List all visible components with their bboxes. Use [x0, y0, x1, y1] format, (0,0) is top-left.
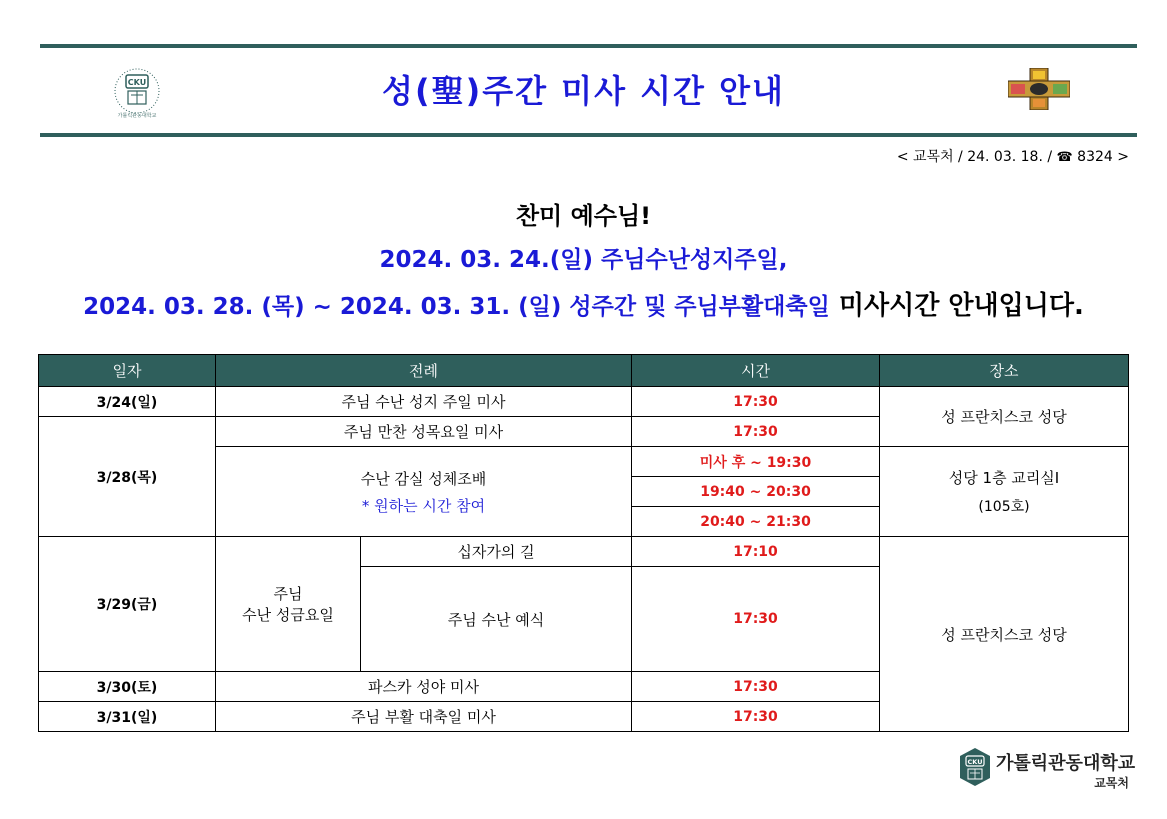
mass-schedule-table	[38, 354, 1129, 732]
svg-text:CKU: CKU	[127, 78, 147, 87]
time-cell: 미사 후 ~ 19:30	[632, 447, 880, 477]
intro-range-line	[0, 285, 1167, 322]
document-meta	[897, 146, 1129, 166]
liturgy-note: * 원하는 시간 참여	[361, 496, 486, 515]
time-cell: 17:30	[632, 387, 880, 417]
date-cell: 3/24(일)	[39, 387, 216, 417]
svg-text:가톨릭관동대학교: 가톨릭관동대학교	[117, 113, 157, 119]
time-cell: 17:30	[632, 672, 880, 702]
intro-date-line: 2024. 03. 24.(일) 주님수난성지주일,	[379, 247, 788, 273]
place-cell: 성 프란치스코 성당	[880, 537, 1129, 732]
liturgy-group-cell	[216, 537, 361, 672]
time-cell: 19:40 ~ 20:30	[632, 477, 880, 507]
header-date: 일자	[39, 355, 216, 387]
place-room: (105호)	[978, 499, 1030, 515]
date-cell: 3/29(금)	[39, 537, 216, 672]
date-cell: 3/28(목)	[39, 417, 216, 537]
liturgy-cell: 주님 수난 성지 주일 미사	[216, 387, 632, 417]
date-cell: 3/31(일)	[39, 702, 216, 732]
cross-illustration-icon	[1008, 68, 1070, 110]
table-row	[39, 387, 1129, 417]
header-liturgy: 전례	[216, 355, 632, 387]
place-cell	[880, 447, 1129, 537]
group-line-2: 수난 성금요일	[242, 606, 334, 624]
header-time: 시간	[632, 355, 880, 387]
liturgy-cell	[216, 447, 632, 537]
intro-range-blue: 2024. 03. 28. (목) ~ 2024. 03. 31. (일) 성주간 및 주님부활대축일	[83, 294, 830, 320]
bottom-rule	[40, 133, 1137, 137]
time-cell: 17:30	[632, 567, 880, 672]
greeting: 찬미 예수님!	[515, 202, 652, 230]
footer-university-name: 가톨릭관동대학교	[996, 753, 1136, 774]
page-title: 성(聖)주간 미사 시간 안내	[382, 72, 785, 110]
date-cell: 3/30(토)	[39, 672, 216, 702]
telephone-icon: ☎	[1056, 150, 1073, 165]
time-cell: 17:30	[632, 702, 880, 732]
header-place: 장소	[880, 355, 1129, 387]
top-rule	[40, 44, 1137, 48]
place-cell: 성 프란치스코 성당	[880, 387, 1129, 447]
intro-range-black: 미사시간 안내입니다.	[829, 291, 1084, 321]
liturgy-title: 수난 감실 성체조배	[360, 469, 487, 488]
table-row	[39, 537, 1129, 567]
liturgy-cell: 주님 만찬 성목요일 미사	[216, 417, 632, 447]
meta-prefix: < 교목처 / 24. 03. 18. /	[896, 149, 1057, 165]
footer-department: 교목처	[1094, 776, 1129, 790]
liturgy-cell: 주님 부활 대축일 미사	[216, 702, 632, 732]
place-name: 성당 1층 교리실Ⅰ	[948, 469, 1060, 487]
meta-suffix: 8324 >	[1072, 149, 1129, 165]
liturgy-cell: 파스카 성야 미사	[216, 672, 632, 702]
svg-text:CKU: CKU	[967, 758, 983, 766]
time-cell: 20:40 ~ 21:30	[632, 507, 880, 537]
table-header-row	[39, 355, 1129, 387]
liturgy-cell: 주님 수난 예식	[361, 567, 632, 672]
time-cell: 17:10	[632, 537, 880, 567]
time-cell: 17:30	[632, 417, 880, 447]
footer-university-logo	[958, 747, 992, 787]
liturgy-cell: 십자가의 길	[361, 537, 632, 567]
group-line-1: 주님	[273, 585, 303, 603]
